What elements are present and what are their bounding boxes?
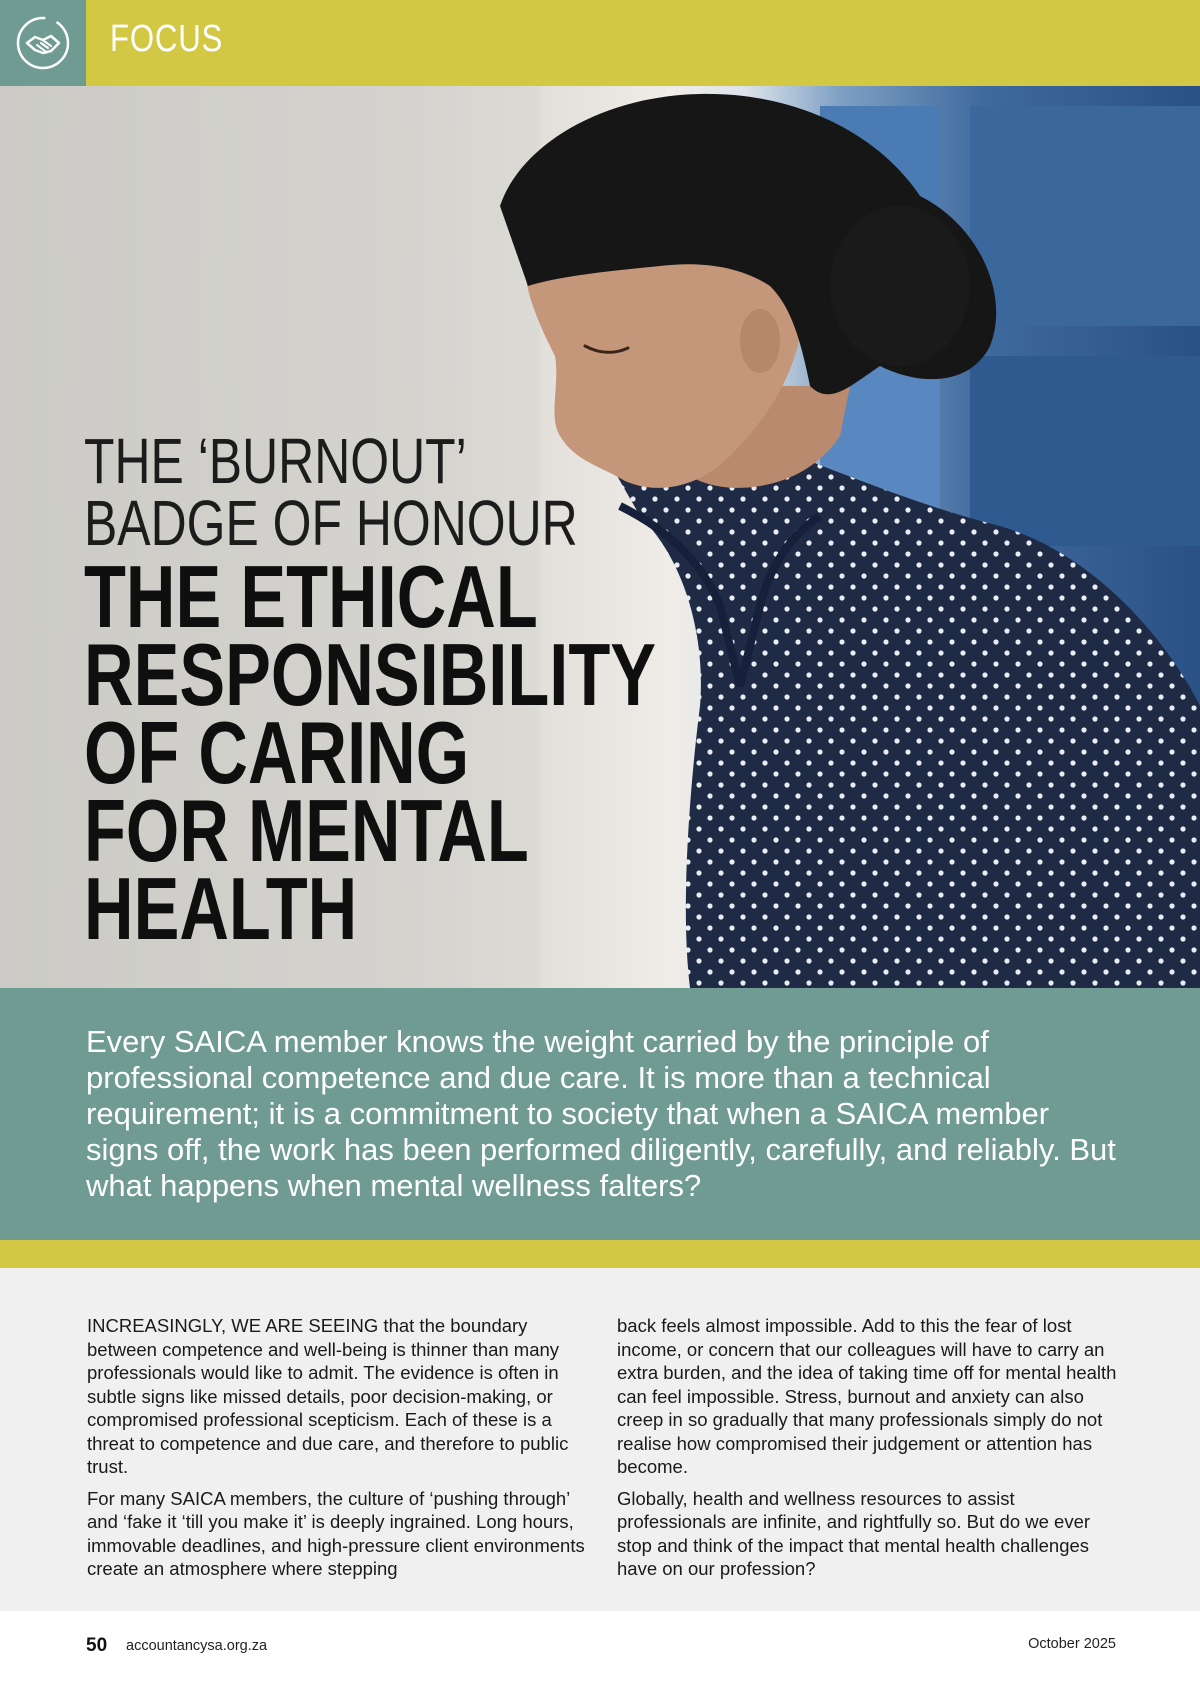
standfirst-text: Every SAICA member knows the weight carried by the principle of professional competence and due care. It is more than a technical requirement; it is a commitment to society that when a SAICA member signs off, the work has been performed diligently, carefully, and reliably. But what happens when mental wellness falters? xyxy=(86,1024,1116,1203)
handshake-icon xyxy=(13,13,73,73)
accent-divider xyxy=(0,1240,1200,1268)
website-link[interactable]: accountancysa.org.za xyxy=(126,1638,268,1654)
body-paragraph xyxy=(87,1314,592,1479)
kicker-line-2: BADGE OF HONOUR xyxy=(84,487,578,559)
lead-in: INCREASINGLY, WE ARE SEEING xyxy=(87,1315,379,1336)
title-line: OF CARING xyxy=(84,703,470,802)
paragraph-text: that the boundary between competence and well-being is thinner than many professionals would like to admit. The evidence is often in subtle signs like missed details, poor decision-making, or compromised professional scepticism. Each of these is a threat to competence and due care, and therefore to public trust. xyxy=(87,1315,569,1477)
article-headline xyxy=(84,425,724,958)
issue-date: October 2025 xyxy=(1028,1636,1116,1652)
page-footer xyxy=(0,1611,1200,1696)
standfirst-band xyxy=(0,988,1200,1240)
body-column-right xyxy=(617,1314,1117,1589)
title-line: FOR MENTAL xyxy=(84,781,529,880)
title-line: RESPONSIBILITY xyxy=(84,625,657,724)
kicker-line-1: THE ‘BURNOUT’ xyxy=(84,425,467,497)
section-icon-box xyxy=(0,0,86,86)
article-body xyxy=(0,1268,1200,1611)
body-paragraph: back feels almost impossible. Add to this the fear of lost income, or concern that our colleagues will have to carry an extra burden, and the idea of taking time off for mental health can feel impossible. Stress, burnout and anxiety can also creep in so gradually that many professionals simply do not realise how compromised their judgement or attention has become. xyxy=(617,1315,1117,1477)
title-line: THE ETHICAL xyxy=(84,547,538,646)
article-title xyxy=(84,547,657,958)
title-line: HEALTH xyxy=(84,859,358,958)
body-paragraph: For many SAICA members, the culture of ‘pushing through’ and ‘fake it ‘till you make it’ is deeply ingrained. Long hours, immovable deadlines, and high-pressure client environments create an atmosphere where stepping xyxy=(87,1487,585,1579)
section-label: FOCUS xyxy=(110,18,224,60)
body-paragraph: Globally, health and wellness resources to assist professionals are infinite, and rightfully so. But do we ever stop and think of the impact that mental health challenges have on our profession? xyxy=(617,1487,1091,1579)
section-header xyxy=(0,0,1200,86)
body-column-left xyxy=(87,1314,592,1589)
page-number: 50 xyxy=(86,1635,108,1656)
